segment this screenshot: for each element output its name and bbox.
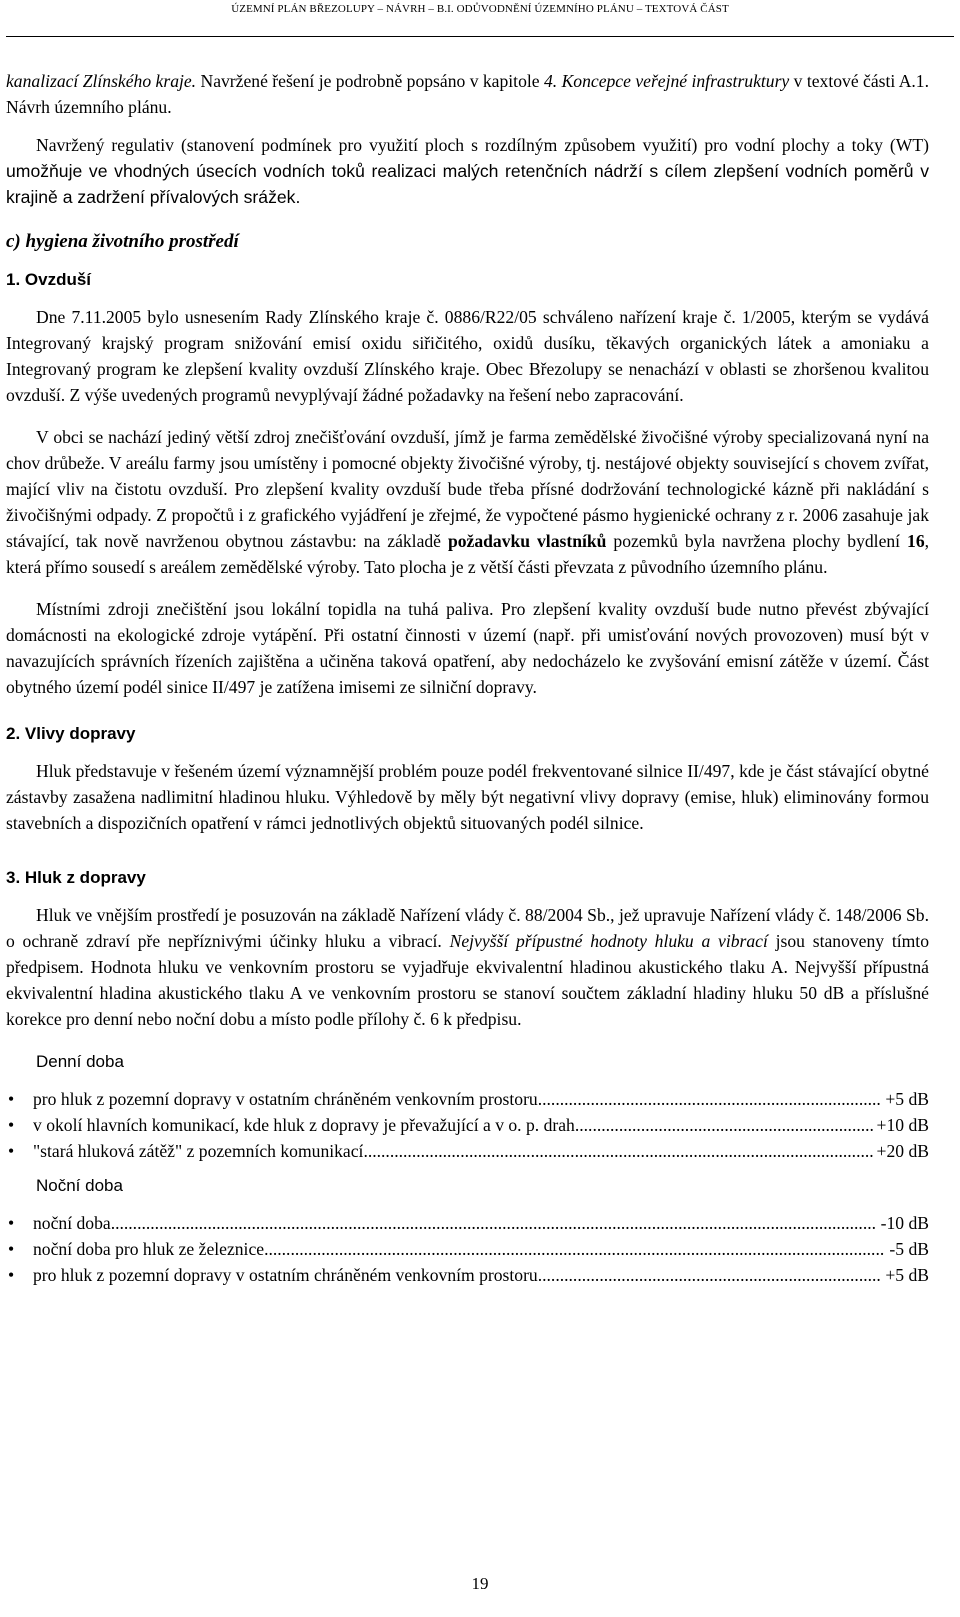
intro-text-3: Navržený regulativ (stanovení podmínek pro využití ploch s rozdílným způsobem využití) pro vodní plochy a toky (WT)	[36, 135, 929, 155]
air-paragraph-2	[6, 424, 929, 580]
air-bold-1: požadavku vlastníků	[447, 531, 607, 551]
list-item-value: +20 dB	[876, 1141, 929, 1161]
list-item-label: noční doba	[33, 1213, 111, 1233]
bullet-icon: •	[8, 1141, 15, 1161]
noise-heading: 3. Hluk z dopravy	[6, 868, 146, 887]
bullet-icon: •	[8, 1115, 15, 1135]
dot-leader	[111, 1210, 877, 1236]
intro-text-2: v textové části A.1. Návrh územního plánu.	[6, 71, 930, 117]
list-item-label: pro hluk z pozemní dopravy v ostatním chráněném venkovním prostoru	[33, 1265, 538, 1285]
dot-leader	[264, 1236, 885, 1262]
intro-italic-1: kanalizací Zlínského kraje.	[6, 71, 197, 91]
page-number: 19	[471, 1574, 489, 1593]
list-item-label: pro hluk z pozemní dopravy v ostatním chráněném venkovním prostoru	[33, 1089, 538, 1109]
air-bold-2: 16	[907, 531, 925, 551]
section-c-heading: c) hygiena životního prostředí	[6, 231, 239, 252]
list-item-label: v okolí hlavních komunikací, kde hluk z dopravy je převažující a v o. p. drah	[33, 1115, 575, 1135]
list-item	[6, 1262, 929, 1288]
list-item-label: "stará hluková zátěž" z pozemních komunikací	[33, 1141, 364, 1161]
header-rule	[6, 36, 954, 37]
page-content	[6, 68, 929, 1288]
air-text-1: V obci se nachází jediný větší zdroj znečišťování ovzduší, jímž je farma zemědělské živočišné výroby specializovaná nyní na chov drůbeže. V areálu farmy jsou umístěny i pomocné objekty živočišné výroby, tj. nestájové objekty související s chovem zvířat, mající vliv na čistotu ovzduší. Pro zlepšení kvality ovzduší bude třeba přísné dodržování technologické kázně při nakládání s živočišnými odpady. Z propočtů i z grafického vyjádření je zřejmé, že vypočtené pásmo hygienické ochrany z r. 2006 zasahuje jak stávající, tak nově navrženou obytnou zástavbu: na základě	[6, 427, 929, 551]
list-item	[6, 1236, 929, 1262]
list-item	[6, 1138, 929, 1164]
list-item-value: +5 dB	[885, 1265, 929, 1285]
air-text-2: pozemků byla navržena plochy bydlení	[606, 531, 908, 551]
bullet-icon: •	[8, 1213, 15, 1233]
noise-text-1: Hluk ve vnějším prostředí je posuzován na základě Nařízení vlády č. 88/2004 Sb., jež upravuje Nařízení vlády č. 148/2006 Sb. o ochraně zdraví pře nepříznivými účinky hluku a vibrací.	[6, 905, 929, 951]
traffic-paragraph: Hluk představuje v řešeném území významnější problém pouze podél frekventované silnice II/497, kde je část stávající obytné zástavby zasažena nadlimitní hladinou hluku. Výhledově by měly být negativní vlivy dopravy (emise, hluk) eliminovány formou stavebních a dispozičních opatření v rámci jednotlivých objektů situovaných podél silnice.	[6, 761, 929, 833]
intro-text-1: Navržené řešení je podrobně popsáno v kapitole	[196, 71, 544, 91]
night-list	[6, 1210, 929, 1288]
day-heading: Denní doba	[36, 1052, 124, 1071]
list-item-value: +5 dB	[885, 1089, 929, 1109]
list-item-value: -5 dB	[889, 1239, 929, 1259]
dot-leader	[575, 1112, 873, 1138]
dot-leader	[363, 1138, 872, 1164]
dot-leader	[538, 1262, 882, 1288]
night-heading: Noční doba	[36, 1176, 123, 1195]
page-header: ÚZEMNÍ PLÁN BŘEZOLUPY – NÁVRH – B.I. ODŮVODNĚNÍ ÚZEMNÍHO PLÁNU – TEXTOVÁ ČÁST	[231, 3, 729, 15]
bullet-icon: •	[8, 1089, 15, 1109]
intro-text-4: umožňuje ve vhodných úsecích vodních toků realizaci malých retenčních nádrží s cílem zlepšení vodních poměrů v krajině a zadržení přívalových srážek.	[6, 161, 929, 207]
noise-italic: Nejvyšší přípustné hodnoty hluku a vibrací	[449, 931, 768, 951]
list-item	[6, 1112, 929, 1138]
list-item-value: +10 dB	[876, 1115, 929, 1135]
air-paragraph-3: Místními zdroji znečištění jsou lokální topidla na tuhá paliva. Pro zlepšení kvality ovzduší bude nutno převést zbývající domácnosti na ekologické zdroje vytápění. Při ostatní činnosti v území (např. při umisťování nových provozoven) musí být v navazujících správních řízeních zajištěna a učiněna taková opatření, aby nedocházelo ke zvyšování emisní zátěže v území. Část obytného území podél sinice II/497 je zatížena imisemi ze silniční dopravy.	[6, 599, 929, 697]
dot-leader	[538, 1086, 882, 1112]
list-item	[6, 1210, 929, 1236]
air-text-3: , která přímo sousedí s areálem zemědělské výroby. Tato plocha je z větší části převzata z původního územního plánu.	[6, 531, 930, 577]
air-heading: 1. Ovzduší	[6, 270, 92, 289]
noise-text-2: jsou stanoveny tímto předpisem. Hodnota hluku ve venkovním prostoru se vyjadřuje ekvivalentní hladinou akustického tlaku A. Nejvyšší přípustná ekvivalentní hladina akustického tlaku A ve venkovním prostoru se stanoví součtem základní hladiny hluku 50 dB a příslušné korekce pro denní nebo noční dobu a místo podle přílohy č. 6 k předpisu.	[6, 931, 929, 1029]
list-item-value: -10 dB	[880, 1213, 929, 1233]
intro-paragraph-2	[6, 132, 929, 210]
day-list	[6, 1086, 929, 1164]
bullet-icon: •	[8, 1265, 15, 1285]
noise-paragraph	[6, 902, 929, 1032]
intro-italic-2: 4. Koncepce veřejné infrastruktury	[543, 71, 790, 91]
list-item-label: noční doba pro hluk ze železnice	[33, 1239, 265, 1259]
bullet-icon: •	[8, 1239, 15, 1259]
intro-paragraph-1	[6, 68, 929, 120]
traffic-heading: 2. Vlivy dopravy	[6, 724, 136, 743]
list-item	[6, 1086, 929, 1112]
air-paragraph-1: Dne 7.11.2005 bylo usnesením Rady Zlínského kraje č. 0886/R22/05 schváleno nařízení kraje č. 1/2005, kterým se vydává Integrovaný krajský program snižování emisí oxidu siřičitého, oxidů dusíku, těkavých organických látek a amoniaku a Integrovaný program ke zlepšení kvality ovzduší Zlínského kraje. Obec Březolupy se nenachází v oblasti se zhoršenou kvalitou ovzduší. Z výše uvedených programů nevyplývají žádné požadavky na řešení nebo zapracování.	[6, 307, 929, 405]
